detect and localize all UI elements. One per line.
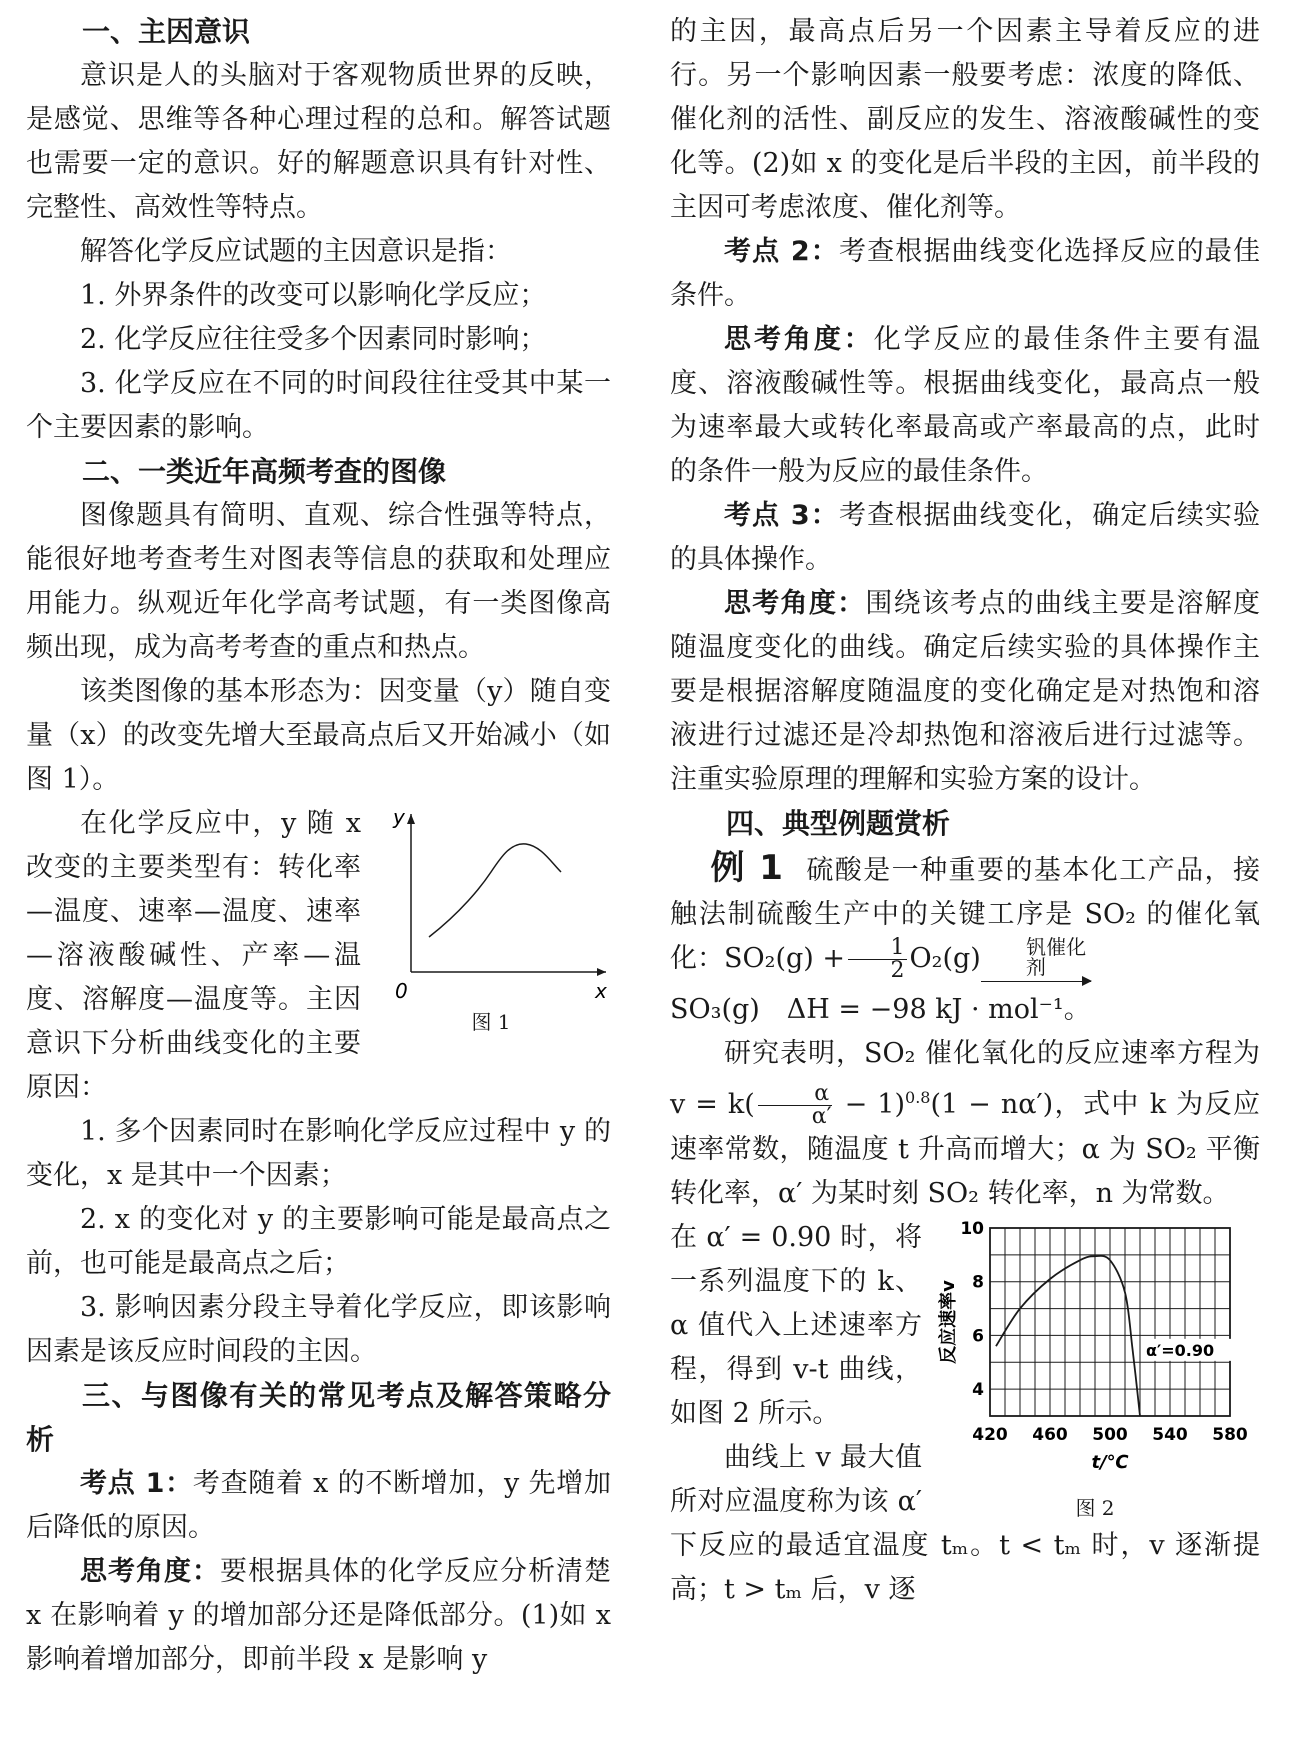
equation-fraction-num: 1 [848,937,907,960]
fig1-x-arrow [597,968,606,976]
kaodian-2 [670,230,1260,318]
sikao-1-text: 要根据具体的化学反应分析清楚 x 在影响着 y 的增加部分还是降低部分。(1)如 x 影响着增加部分，即前半段 x 是影响 y [26,1556,611,1675]
example-1-text: 硫酸是一种重要的基本化工产品，接触法制硫酸生产中的关键工序是 SO₂ 的催化氧化： [670,855,1261,974]
rate-eq-frac-num: α [758,1083,832,1106]
kaodian-1-text: 考查随着 x 的不断增加，y 先增加后降低的原因。 [26,1468,612,1543]
fig2-y-tick-label: 4 [972,1380,984,1401]
example-1-label: 例 1 [710,848,783,888]
section-4-title: 四、典型例题赏析 [726,807,951,840]
s1-list-item-2: 2. 化学反应往往受多个因素同时影响； [80,324,547,355]
sikao-2-text: 化学反应的最佳条件主要有温度、溶液酸碱性等。根据曲线变化，最高点一般为速率最大或转化率最高或产率最高的点，此时的条件一般为反应的最佳条件。 [670,324,1261,487]
left-column [26,10,611,1682]
reaction-arrow-line [981,981,1091,982]
figure-2-chart [930,1216,1260,1486]
sikao-3-text: 围绕该考点的曲线主要是溶解度随温度变化的曲线。确定后续实验的具体操作主要是根据溶解度随温度的变化确定是对热饱和溶液进行过滤还是冷却热饱和溶液后进行过滤等。注重实验原理的理解和实验方案的设计。 [670,588,1261,795]
s2-paragraph-1: 图像题具有简明、直观、综合性强等特点，能很好地考查考生对图表等信息的获取和处理应用能力。纵观近年化学高考试题，有一类图像高频出现，成为高考考查的重点和热点。 [26,500,611,663]
kaodian-2-label: 考点 2： [724,236,839,267]
fig2-series-line [996,1256,1140,1416]
s2-list-item-2: 2. x 的变化对 y 的主要影响可能是最高点之前，也可能是最高点之后； [26,1204,611,1279]
example-1-paragraph-2 [670,1032,1260,1216]
rate-eq-frac-den: α′ [811,1104,832,1129]
figure-2-caption: 图 2 [1075,1496,1115,1520]
example-1-paragraph-3: 在 α′ = 0.90 时，将一系列温度下的 k、α 值代入上述速率方程，得到 v-t 曲线，如图 2 所示。 [670,1222,922,1429]
figure-1 [371,802,611,1032]
fig1-y-label: y [393,805,405,829]
section-3-title: 三、与图像有关的常见考点及解答策略分析 [26,1379,611,1456]
sikao-2 [670,318,1260,494]
fig1-y-arrow [407,814,415,824]
s2-paragraph-2: 该类图像的基本形态为：因变量（y）随自变量（x）的改变先增大至最高点后又开始减小（如图 1）。 [26,676,611,795]
rate-eq-exponent: 0.8 [905,1088,931,1107]
reaction-catalyst: 钒催化剂 [1025,935,1087,979]
sikao-2-label: 思考角度： [724,324,874,355]
fig2-y-tick-label: 6 [972,1326,984,1347]
section-1-title: 一、主因意识 [82,15,251,48]
sikao-3 [670,582,1260,802]
equation-part-2: O₂(g) [909,943,981,974]
fig2-y-axis-label: 反应速率v [938,1280,959,1364]
sikao-3-label: 思考角度： [724,588,866,619]
kaodian-1 [26,1462,611,1550]
s1-list-item-3: 3. 化学反应在不同的时间段往往受其中某一个主要因素的影响。 [26,368,611,443]
s2-list-item-1: 1. 多个因素同时在影响化学反应过程中 y 的变化，x 是其中一个因素； [26,1116,611,1191]
equation-fraction-den: 2 [890,958,905,983]
rate-eq-part-c: (1 − nα′)，式中 k 为反应速率常数，随温度 t 升高而增大；α 为 SO₂ 平衡转化率，α′ 为某时刻 SO₂ 转化率，n 为常数。 [670,1089,1261,1209]
fig2-x-tick-label: 540 [1152,1425,1188,1445]
sikao-1-continued: 的主因，最高点后另一个因素主导着反应的进行。另一个影响因素一般要考虑：浓度的降低、催化剂的活性、副反应的发生、溶液酸碱性的变化等。(2)如 x 的变化是后半段的主因，前半段的主因可考虑浓度、催化剂等。 [670,16,1260,223]
fig1-x-label: x [595,979,607,1002]
fig1-origin: 0 [395,979,408,1002]
equation-line-2: SO₃(g) ΔH = −98 kJ · mol⁻¹。 [670,994,1091,1025]
kaodian-3 [670,494,1260,582]
right-column [670,10,1260,1612]
equation-fraction [848,937,907,982]
fig2-y-tick-label: 10 [960,1219,984,1239]
fig2-annotation: α′=0.90 [1146,1340,1215,1360]
figure-1-graph [371,802,611,1002]
rate-eq-part-a: 研究表明，SO₂ 催化氧化的反应速率方程为 v = k( [670,1038,1260,1120]
kaodian-2-text: 考查根据曲线变化选择反应的最佳条件。 [670,236,1261,311]
kaodian-1-label: 考点 1： [80,1468,193,1499]
s1-paragraph-2: 解答化学反应试题的主因意识是指： [80,236,512,267]
fig2-x-tick-label: 460 [1032,1425,1068,1445]
section-2-title: 二、一类近年高频考查的图像 [82,455,447,488]
kaodian-3-label: 考点 3： [724,500,839,531]
fig2-y-tick-label: 8 [972,1272,984,1293]
fig2-x-axis-label: t/℃ [1091,1452,1129,1473]
reaction-arrow [981,937,1091,982]
rate-eq-part-b: − 1) [834,1089,906,1120]
s1-list-item-1: 1. 外界条件的改变可以影响化学反应； [80,280,547,311]
rate-eq-fraction [758,1083,832,1128]
sikao-1-label: 思考角度： [80,1556,220,1587]
kaodian-3-text: 考查根据曲线变化，确定后续实验的具体操作。 [670,500,1261,575]
sikao-1 [26,1550,611,1682]
figure-1-caption: 图 1 [471,1010,511,1034]
s1-paragraph-1: 意识是人的头脑对于客观物质世界的反映，是感觉、思维等各种心理过程的总和。解答试题也需要一定的意识。好的解题意识具有针对性、完整性、高效性等特点。 [26,60,611,223]
equation-part-1: SO₂(g) + [724,943,846,974]
s2-list-item-3: 3. 影响因素分段主导着化学反应，即该影响因素是该反应时间段的主因。 [26,1292,611,1367]
fig1-curve [429,844,561,937]
fig2-x-tick-label: 500 [1092,1425,1128,1445]
fig2-x-tick-label: 580 [1212,1425,1248,1445]
s2-paragraph-3: 在化学反应中，y 随 x 改变的主要类型有：转化率—温度、速率—温度、速率—溶液酸碱性、产率—温度、溶解度—温度等。主因意识下分析曲线变化的主要原因： [26,808,361,1103]
example-1 [670,846,1260,982]
example-1-paragraph-4: 曲线上 v 最大值所对应温度称为该 α′下反应的最适宜温度 tₘ。t < tₘ 时，v 逐渐提高；t > tₘ 后，v 逐 [670,1442,1260,1605]
figure-2 [930,1216,1260,1520]
fig2-x-tick-label: 420 [972,1425,1008,1445]
